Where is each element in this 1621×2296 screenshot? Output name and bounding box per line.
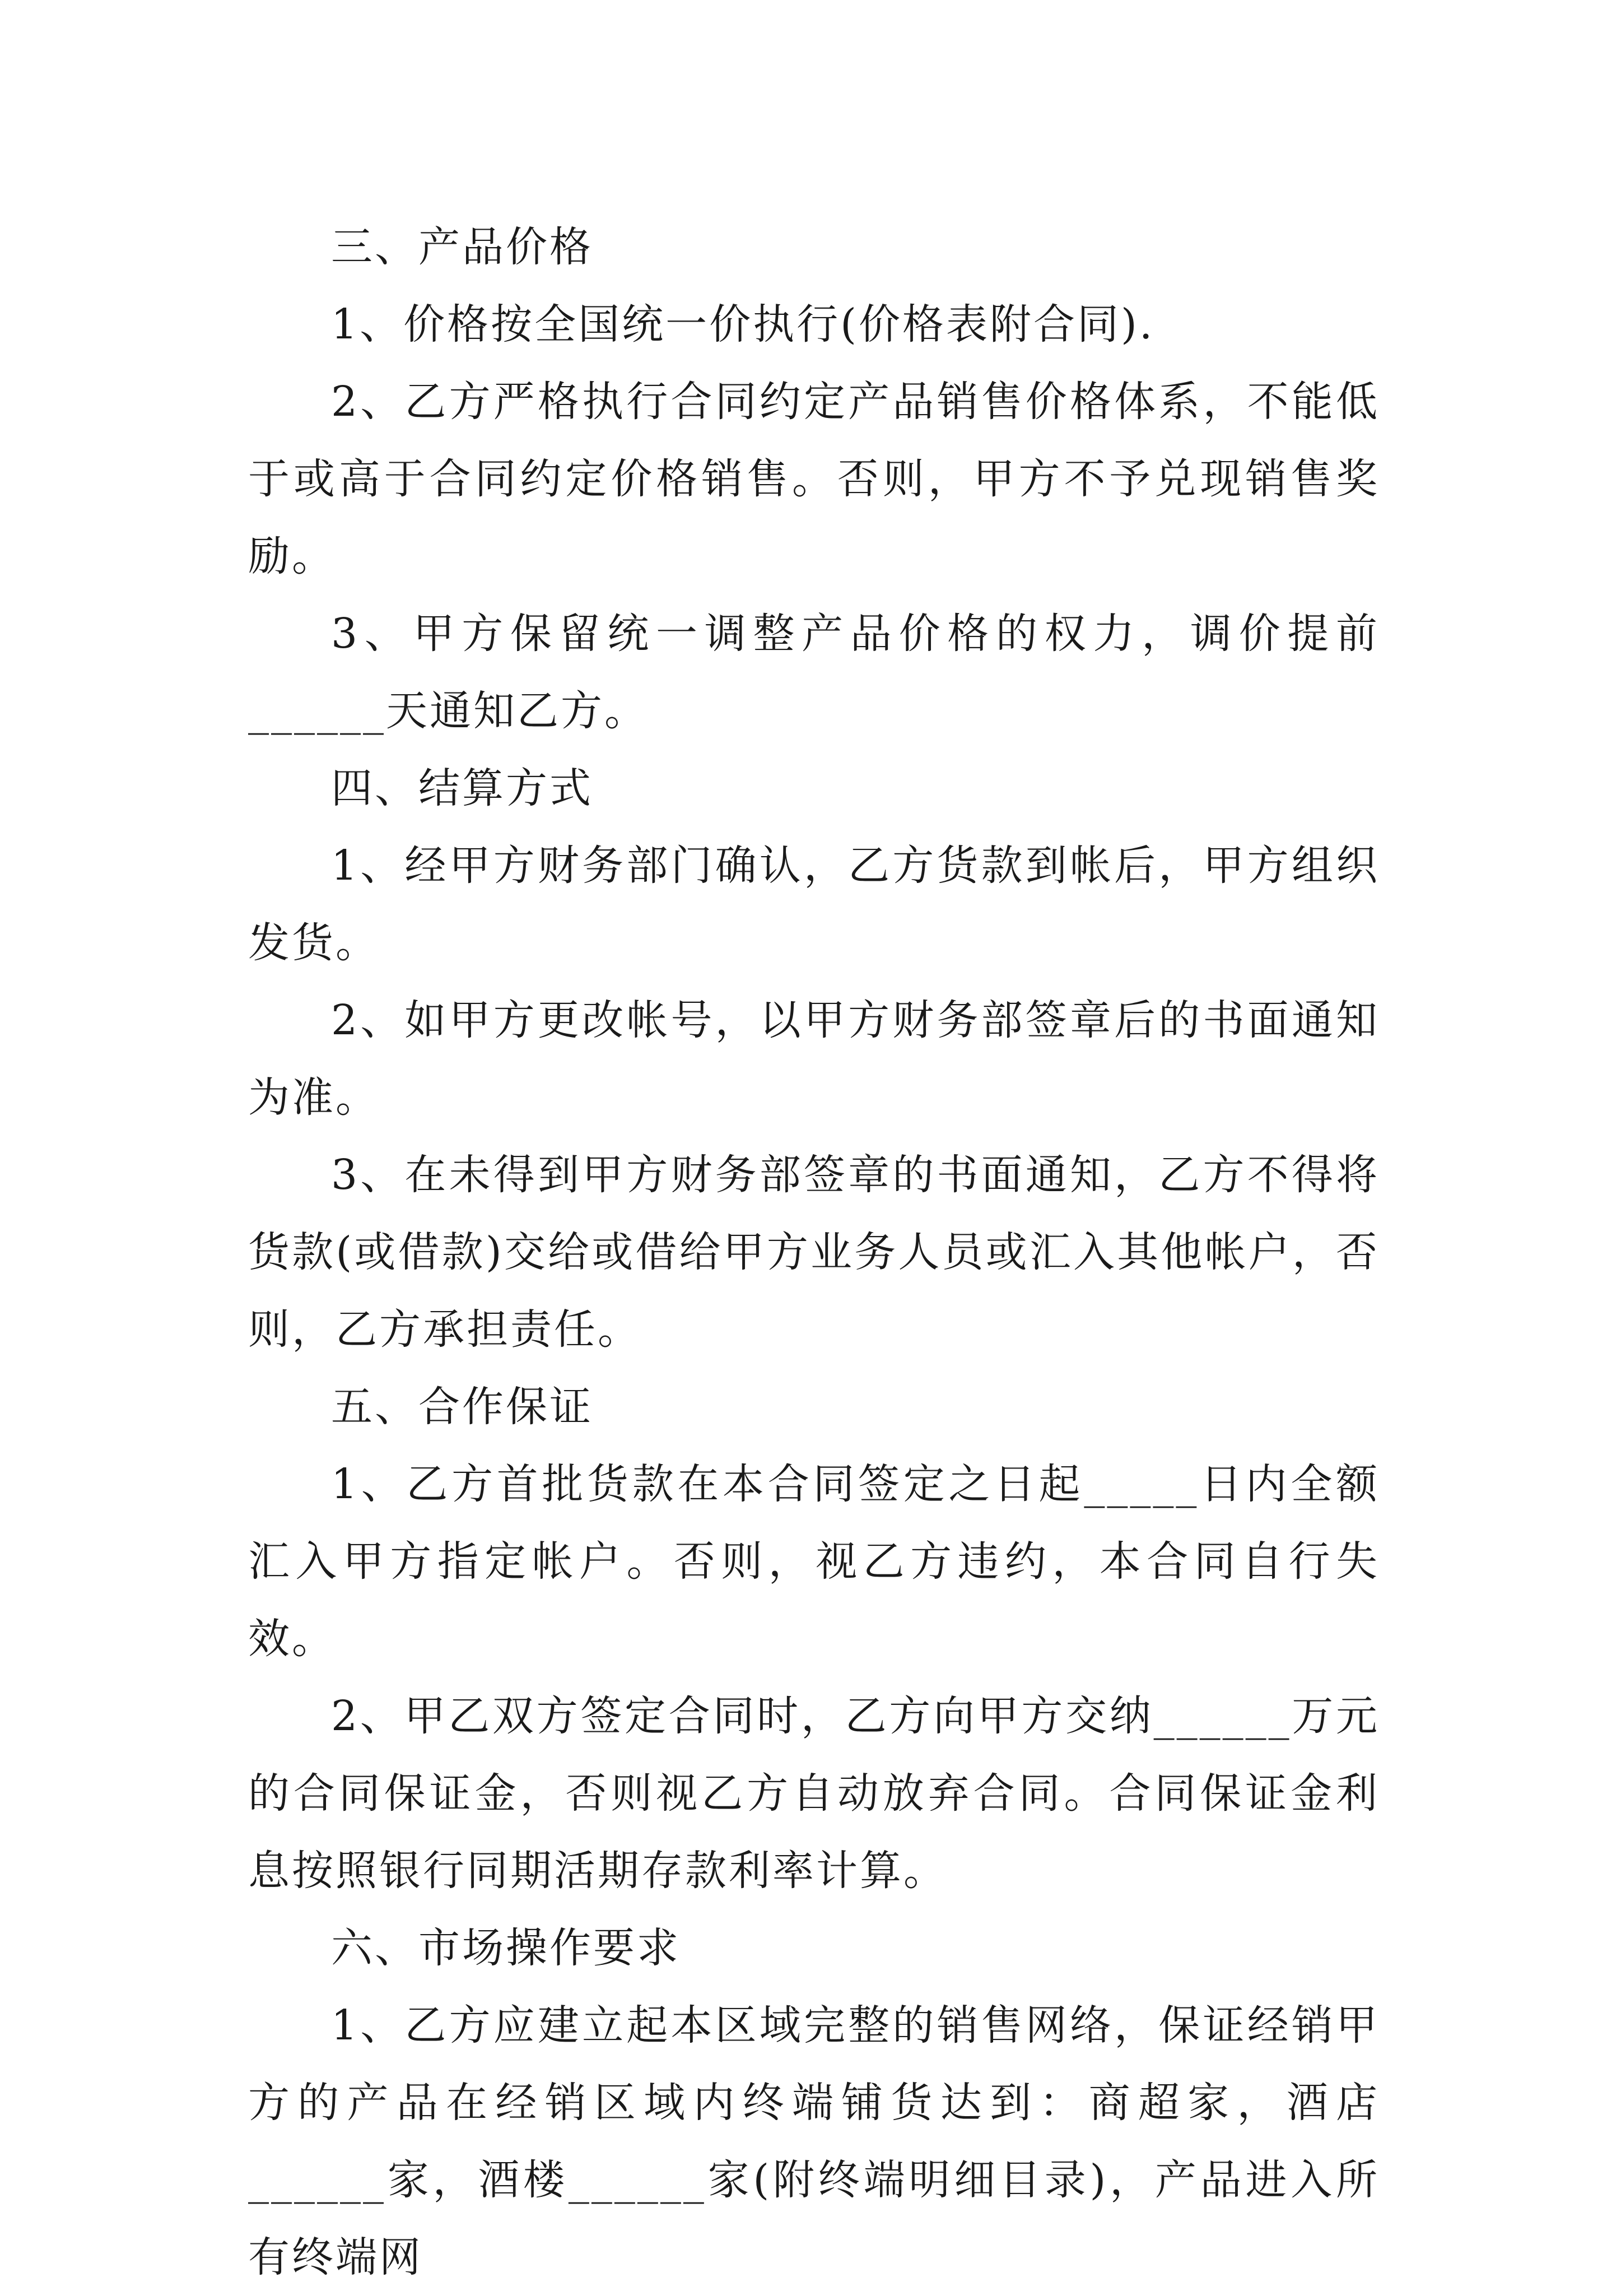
paragraph: 2、如甲方更改帐号，以甲方财务部签章后的书面通知为准。 bbox=[248, 996, 1380, 1122]
paragraph: 3、甲方保留统一调整产品价格的权力，调价提前______天通知乙方。 bbox=[248, 610, 1380, 735]
paragraph: 1、经甲方财务部门确认，乙方货款到帐后，甲方组织发货。 bbox=[248, 842, 1380, 967]
paragraph: 2、甲乙双方签定合同时，乙方向甲方交纳______万元的合同保证金，否则视乙方自动放弃合同。合同保证金利息按照银行同期活期存款利率计算。 bbox=[248, 1692, 1380, 1895]
paragraph: 1、乙方首批货款在本合同签定之日起_____日内全额汇入甲方指定帐户。否则，视乙方违约，本合同自行失效。 bbox=[248, 1460, 1380, 1663]
paragraph: 1、价格按全国统一价执行(价格表附合同). bbox=[331, 300, 1155, 348]
paragraph: 2、乙方严格执行合同约定产品销售价格体系，不能低于或高于合同约定价格销售。否则，甲方不予兑现销售奖励。 bbox=[248, 378, 1380, 580]
section-heading-price: 三、产品价格 bbox=[331, 223, 593, 271]
document-body bbox=[248, 208, 1380, 2296]
paragraph: 3、在未得到甲方财务部签章的书面通知，乙方不得将货款(或借款)交给或借给甲方业务人员或汇入其他帐户，否则，乙方承担责任。 bbox=[248, 1151, 1380, 1354]
paragraph: 1、乙方应建立起本区域完整的销售网络，保证经销甲方的产品在经销区域内终端铺货达到：商超家，酒店______家，酒楼______家(附终端明细目录)，产品进入所有终端网 bbox=[248, 2001, 1380, 2281]
section-heading-guarantee: 五、合作保证 bbox=[331, 1383, 593, 1431]
section-heading-settlement: 四、结算方式 bbox=[331, 764, 593, 812]
section-heading-market: 六、市场操作要求 bbox=[331, 1924, 681, 1972]
